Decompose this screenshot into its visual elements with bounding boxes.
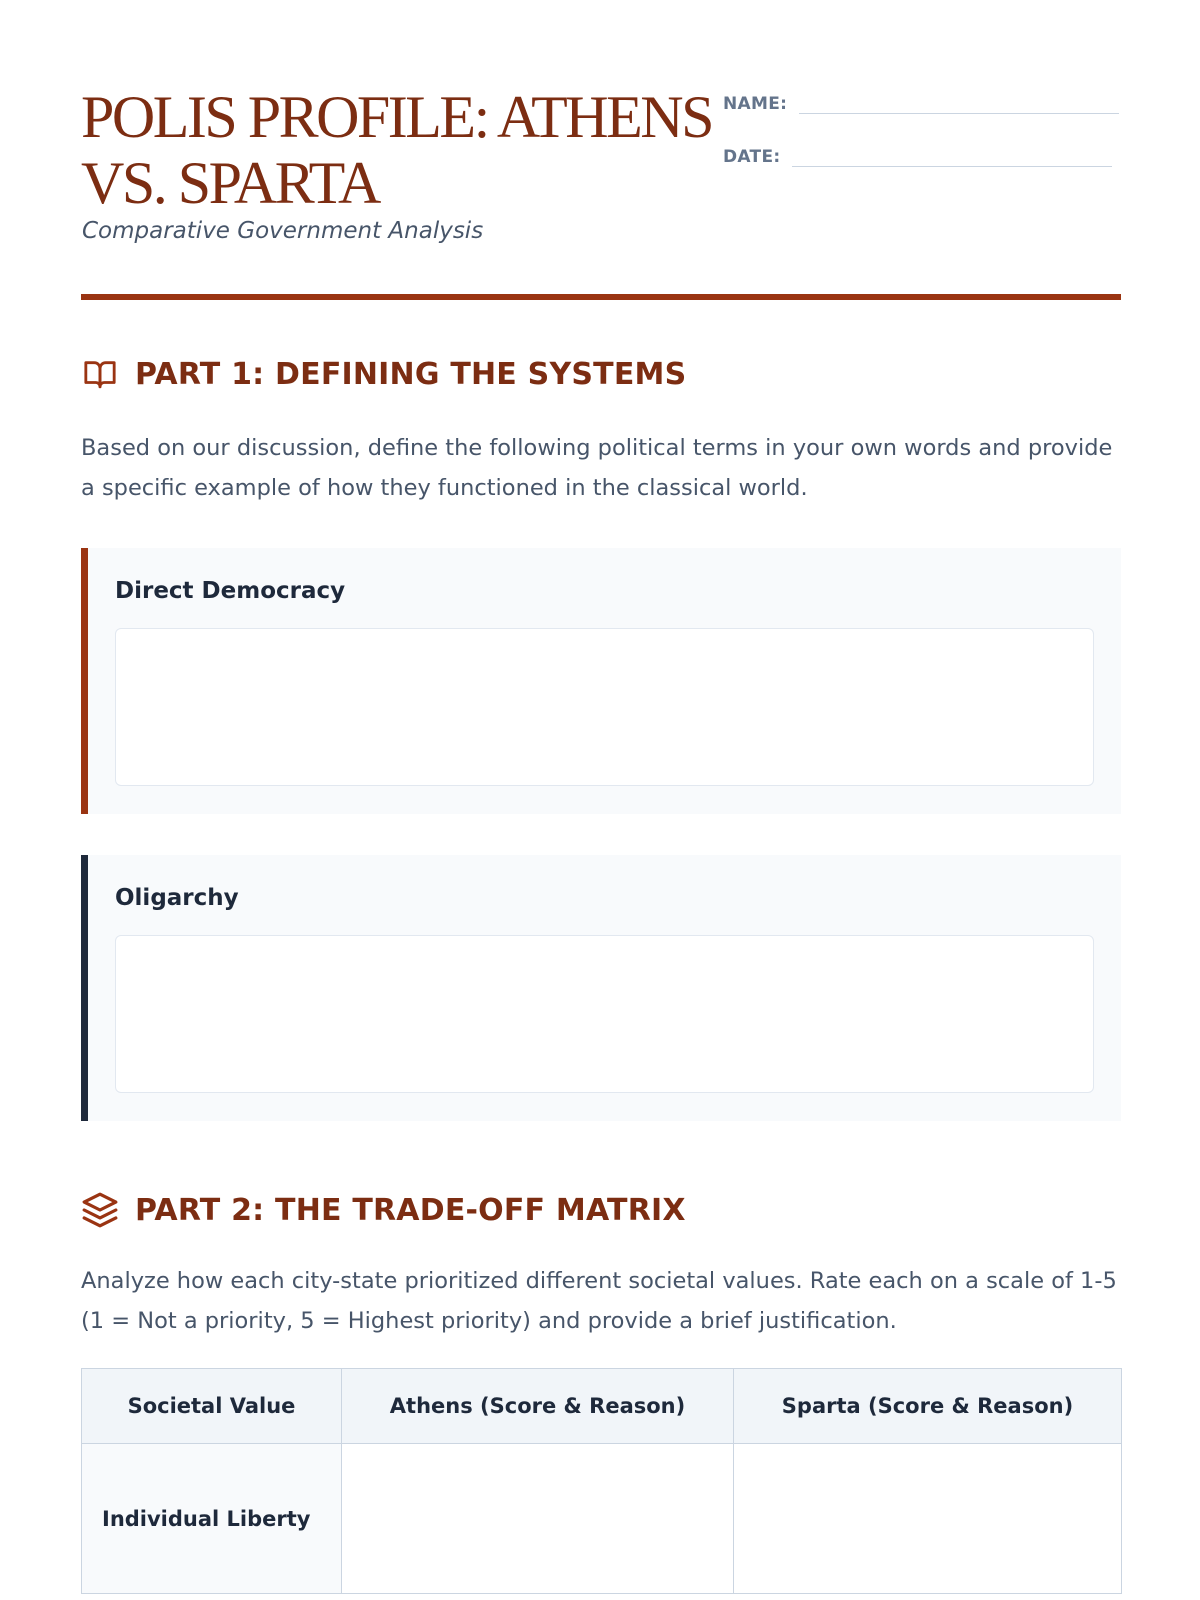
column-header-societal-value: Societal Value: [82, 1369, 342, 1444]
date-label: DATE:: [723, 147, 781, 167]
name-label: NAME:: [723, 94, 788, 114]
table-row: [82, 1444, 1122, 1594]
part1-instructions: Based on our discussion, define the following political terms in your own words and provide a specific example of how they functioned in the classical world.: [81, 435, 1113, 501]
definition-card-direct-democracy: [81, 548, 1121, 814]
part2-title: PART 2: THE TRADE-OFF MATRIX: [135, 1192, 686, 1228]
sparta-answer-cell[interactable]: [734, 1444, 1122, 1594]
part2-heading: [81, 1190, 686, 1230]
term-label: Oligarchy: [115, 885, 239, 911]
worksheet-header: [81, 0, 1121, 300]
page-title: POLIS PROFILE: ATHENS VS. SPARTA: [81, 84, 712, 216]
definition-answer-box[interactable]: [115, 628, 1094, 786]
name-input-line[interactable]: [799, 90, 1119, 114]
worksheet-page: [81, 0, 1121, 1531]
book-open-icon: [81, 354, 121, 394]
date-input-line[interactable]: [792, 143, 1112, 167]
term-label: Direct Democracy: [115, 578, 346, 604]
trade-off-matrix-table: [81, 1368, 1122, 1594]
table-header-row: [82, 1369, 1122, 1444]
part2-instructions: Analyze how each city-state prioritized different societal values. Rate each on a scale of 1-5 (1 = Not a priority, 5 = Highest priority) and provide a brief justification.: [81, 1268, 1117, 1334]
part1-title: PART 1: DEFINING THE SYSTEMS: [135, 356, 687, 392]
column-header-sparta: Sparta (Score & Reason): [734, 1369, 1122, 1444]
part1-heading: [81, 354, 686, 394]
column-header-athens: Athens (Score & Reason): [342, 1369, 734, 1444]
page-subtitle: Comparative Government Analysis: [82, 218, 484, 244]
date-field: [723, 143, 1112, 167]
definition-answer-box[interactable]: [115, 935, 1094, 1093]
layers-icon: [81, 1190, 121, 1230]
header-divider: [81, 294, 1121, 300]
athens-answer-cell[interactable]: [342, 1444, 734, 1594]
definition-card-oligarchy: [81, 855, 1121, 1121]
name-field: [723, 90, 1119, 114]
societal-value-cell: Individual Liberty: [82, 1444, 342, 1594]
